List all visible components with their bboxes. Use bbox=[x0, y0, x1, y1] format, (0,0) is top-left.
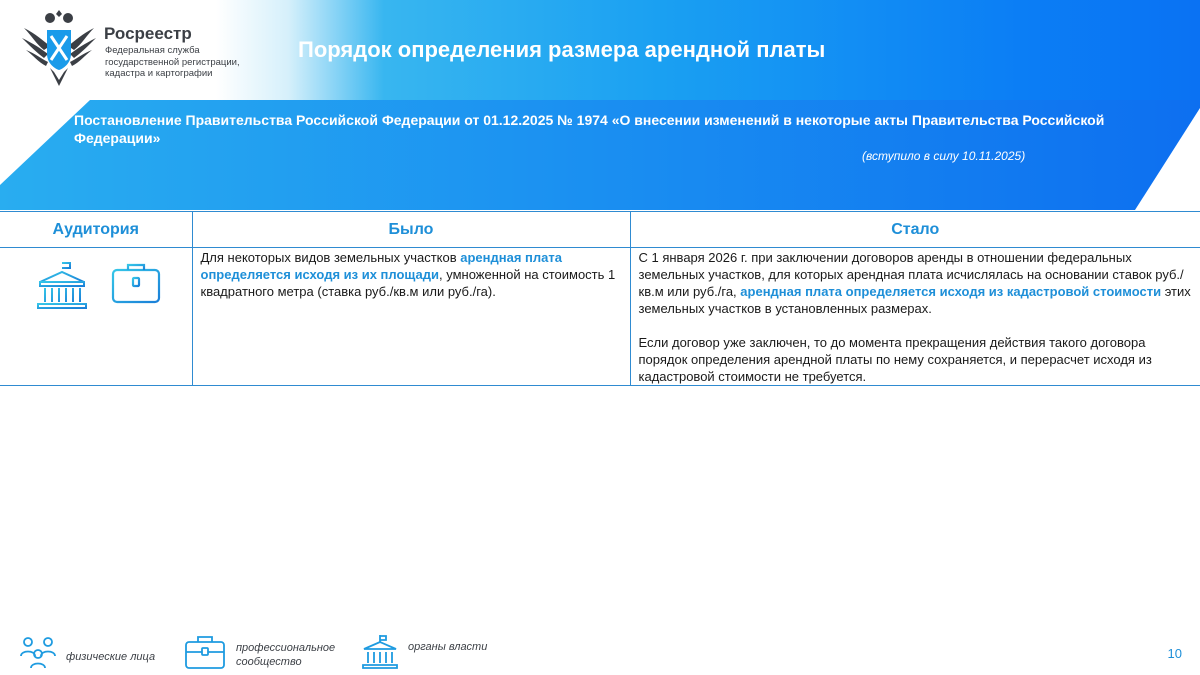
eagle-emblem-icon bbox=[20, 6, 98, 88]
decree-effective-date: (вступило в силу 10.11.2025) bbox=[862, 149, 1026, 163]
comparison-table bbox=[0, 211, 1200, 386]
header-was: Было bbox=[192, 212, 630, 248]
decree-title: Постановление Правительства Российской Федерации от 01.12.2025 № 1974 «О внесении изменений в некоторые акты Правительства Российской Федерации» bbox=[74, 112, 1105, 146]
was-text-1: Для некоторых видов земельных участков bbox=[200, 250, 461, 265]
legend-label: физические лица bbox=[66, 650, 156, 663]
legend-item-authorities bbox=[362, 634, 487, 675]
people-icon bbox=[20, 634, 56, 675]
was-text-2: , умноженной на стоимость 1 квадратного метра (ставка руб./кв.м или руб./га). bbox=[200, 267, 616, 299]
was-highlight: арендная плата определяется исходя из их площади bbox=[200, 250, 562, 282]
now-text-1: С 1 января 2026 г. при заключении договоров аренды в отношении федеральных земельных участков, для которых арендная плата исчислялась на основании ставок руб./кв.м или руб./га, bbox=[638, 250, 1184, 299]
now-text-2: этих земельных участков в установленных размерах. bbox=[638, 284, 1191, 316]
legend-item-professionals bbox=[184, 634, 346, 675]
legend-label: профессиональное сообщество bbox=[236, 641, 336, 668]
now-paragraph-2: Если договор уже заключен, то до момента прекращения действия такого договора порядок определения арендной платы по нему сохраняется, и перерасчет исходя из кадастровой стоимости не требуется. bbox=[638, 335, 1152, 384]
header-now: Стало bbox=[630, 212, 1200, 248]
now-cell bbox=[630, 248, 1200, 386]
legend-item-individuals bbox=[20, 634, 155, 675]
government-building-icon bbox=[362, 634, 398, 675]
header-audience: Аудитория bbox=[0, 212, 192, 248]
page-number: 10 bbox=[1167, 646, 1182, 661]
government-building-icon bbox=[36, 260, 88, 314]
audience-cell bbox=[0, 248, 192, 386]
was-cell bbox=[192, 248, 630, 386]
legend-label: органы власти bbox=[408, 640, 488, 653]
org-name: Росреестр bbox=[104, 24, 192, 43]
table-row bbox=[0, 248, 1200, 386]
briefcase-icon bbox=[110, 260, 162, 310]
briefcase-icon bbox=[184, 634, 226, 675]
page-title: Порядок определения размера арендной платы bbox=[298, 37, 826, 62]
audience-legend bbox=[0, 632, 1200, 672]
org-subtitle: Федеральная служба государственной регистрации, кадастра и картографии bbox=[105, 45, 240, 79]
table-header-row bbox=[0, 212, 1200, 248]
now-highlight: арендная плата определяется исходя из кадастровой стоимости bbox=[740, 284, 1162, 299]
